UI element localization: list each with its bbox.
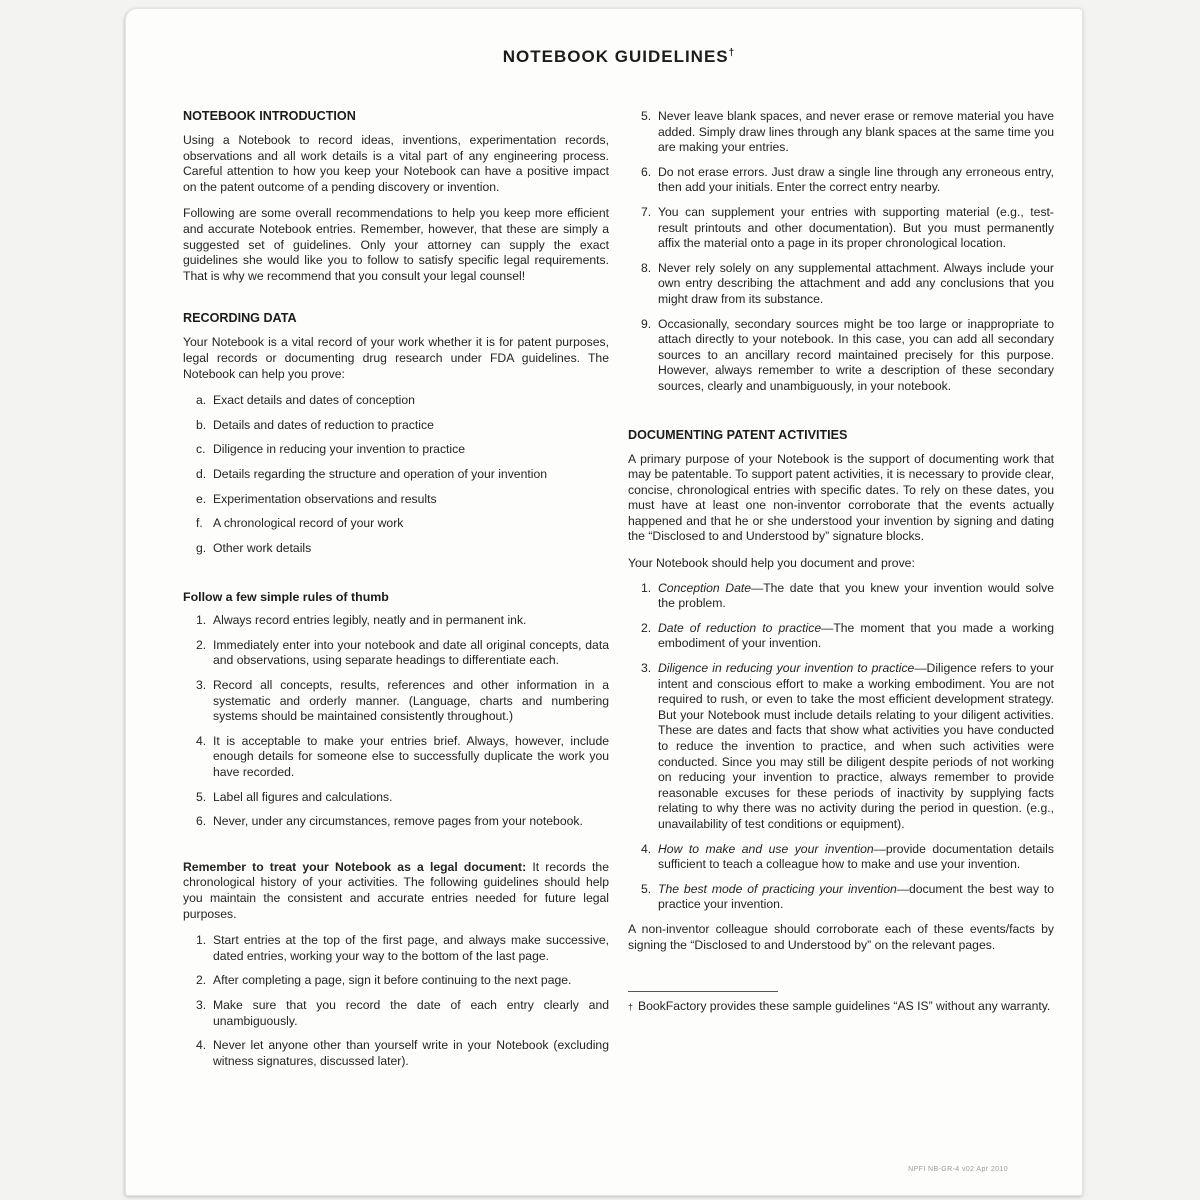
legal-lead-paragraph: [183, 860, 609, 922]
document-part-number: NPFI NB-GR-4 v02 Apr 2010: [908, 1166, 1008, 1173]
list-marker: a.: [196, 393, 207, 408]
list-marker: 4.: [641, 841, 652, 856]
list-item: [183, 933, 609, 964]
legal-lead-bold: Remember to treat your Notebook as a legal document:: [183, 859, 527, 874]
list-text: After completing a page, sign it before continuing to the next page.: [213, 973, 572, 988]
list-marker: 5.: [641, 109, 652, 123]
list-text: Never rely solely on any supplemental attachment. Always include your own entry describing the attachment and add any conclusions that you might draw from its substance.: [658, 260, 1054, 306]
section-rules-of-thumb: [183, 590, 609, 830]
footnote-text: BookFactory provides these sample guidelines “AS IS” without any warranty.: [638, 999, 1051, 1014]
list-item: [183, 442, 609, 458]
list-marker: 6.: [641, 164, 652, 179]
documenting-paragraph-2: Your Notebook should help you document and prove:: [628, 556, 915, 571]
list-item: [183, 613, 609, 629]
document-page: [125, 8, 1083, 1196]
list-marker: 2.: [641, 620, 652, 635]
two-column-layout: [183, 109, 1055, 1096]
item-rest: Diligence refers to your intent and conscious effort to make a working embodiment. You are not required to rush, or even to take the most efficient development strategy. But your Notebook must include details relating to your diligent activities. These are dates and facts that show what activities you have conducted to reduce the invention to practice, and when such activities were conducted. Since you may still be diligent despite periods of not working on reducing your invention to practice, always remember to provide reasonable excuses for these periods of inactivity by supplying facts relating to why there was no activity during the period in question. (e.g., unavailability of test conditions or equipment).: [658, 661, 1054, 831]
section-heading-rules-of-thumb: Follow a few simple rules of thumb: [183, 590, 389, 605]
list-text: [658, 581, 1054, 612]
item-lead-italic: Conception Date—: [658, 580, 764, 595]
item-lead-italic: How to make and use your invention—: [658, 841, 886, 856]
list-marker: 3.: [641, 661, 652, 676]
list-text: Do not erase errors. Just draw a single line through any erroneous entry, then add your initials. Enter the correct entry nearby.: [658, 164, 1054, 195]
list-text: Never, under any circumstances, remove pages from your notebook.: [213, 814, 583, 829]
list-marker: 8.: [641, 260, 652, 275]
list-text: [658, 842, 1054, 873]
list-marker: 4.: [196, 1038, 207, 1053]
list-text: Immediately enter into your notebook and date all original concepts, data and observations, using separate headings to differentiate each.: [213, 637, 609, 668]
list-marker: 1.: [196, 933, 207, 948]
section-documenting-patent-activities: [628, 428, 1054, 954]
list-item: [183, 492, 609, 508]
list-item: [628, 581, 1054, 612]
list-item: [183, 1038, 609, 1069]
list-marker: 2.: [196, 973, 207, 988]
list-marker: 1.: [196, 613, 207, 628]
list-item: [628, 261, 1054, 308]
item-lead-italic: The best mode of practicing your invention—: [658, 881, 909, 896]
list-marker: 7.: [641, 204, 652, 219]
list-text: Record all concepts, results, references and other information in a systematic and orderly manner. (Language, charts and numbering systems should be maintained consistently throughout.): [213, 678, 609, 724]
list-item: [183, 393, 609, 409]
section-notebook-introduction: [183, 109, 609, 284]
list-item: [628, 621, 1054, 652]
documenting-paragraph-1: A primary purpose of your Notebook is the support of documenting work that may be patentable. To support patent activities, it is necessary to provide clear, concise, chronological entries with specific dates. To rely on these dates, you must have at least one non-inventor corroborate that the events actually happened and that he or she understood your invention by signing and dating the “Disclosed to and Understood by” signature blocks.: [628, 451, 1054, 544]
left-column: [183, 109, 609, 1096]
right-column: [628, 109, 1054, 1096]
list-item: [183, 734, 609, 781]
documenting-closing-paragraph: A non-inventor colleague should corroborate each of these events/facts by signing the “Disclosed to and Understood by” on the relevant pages.: [628, 921, 1054, 952]
list-text: Label all figures and calculations.: [213, 789, 393, 804]
list-item: [183, 541, 609, 557]
item-rest: document the best way to practice your invention.: [658, 881, 1054, 912]
list-text: Experimentation observations and results: [213, 491, 437, 506]
list-marker: 4.: [196, 733, 207, 748]
item-rest: The moment that you made a working embodiment of your invention.: [658, 620, 1054, 651]
intro-paragraph-1: Using a Notebook to record ideas, inventions, experimentation records, observations and all work details is a vital part of any engineering process. Careful attention to how you keep your Notebook can have a positive impact on the patent outcome of a pending discovery or invention.: [183, 133, 609, 194]
item-lead-italic: Diligence in reducing your invention to practice—: [658, 661, 927, 676]
list-marker: 1.: [641, 580, 652, 595]
section-heading-recording-data: RECORDING DATA: [183, 311, 297, 326]
section-heading-notebook-introduction: NOTEBOOK INTRODUCTION: [183, 109, 356, 123]
footnote-block: [628, 991, 1054, 1026]
list-text: Always record entries legibly, neatly and in permanent ink.: [213, 613, 527, 628]
list-text: Other work details: [213, 540, 312, 555]
section-legal-document: [183, 860, 609, 1070]
list-item: [183, 998, 609, 1029]
list-marker: f.: [196, 516, 203, 531]
title-dagger-mark: †: [728, 47, 736, 59]
list-item: [183, 516, 609, 532]
list-text: [658, 882, 1054, 913]
list-marker: g.: [196, 540, 207, 555]
list-item: [183, 638, 609, 669]
list-item: [183, 467, 609, 483]
item-lead-italic: Date of reduction to practice—: [658, 620, 834, 635]
list-item: [183, 678, 609, 725]
list-item: [628, 842, 1054, 873]
list-marker: d.: [196, 466, 207, 481]
list-text: Never let anyone other than yourself write in your Notebook (excluding witness signatures, discussed later).: [213, 1038, 609, 1068]
footnote: [628, 999, 1054, 1026]
list-text: Start entries at the top of the first page, and always make successive, dated entries, working your way to the bottom of the last page.: [213, 933, 609, 963]
list-text: Never leave blank spaces, and never erase or remove material you have added. Simply draw lines through any blank spaces at the same time you are making your entries.: [658, 109, 1054, 155]
footnote-dagger-mark: †: [628, 1002, 634, 1013]
list-item: [628, 205, 1054, 252]
list-marker: 6.: [196, 814, 207, 829]
footnote-divider: [628, 991, 778, 992]
list-marker: 3.: [196, 997, 207, 1012]
list-item: [183, 814, 609, 830]
list-marker: 2.: [196, 637, 207, 652]
list-marker: e.: [196, 491, 207, 506]
list-marker: c.: [196, 442, 206, 457]
list-text: [658, 661, 1054, 833]
list-text: A chronological record of your work: [213, 516, 404, 531]
legal-lead-rest: It records the chronological history of your activities. The following guidelines should help you maintain the consistent and accurate entries needed for future legal purposes.: [183, 859, 609, 921]
recording-paragraph: Your Notebook is a vital record of your work whether it is for patent purposes, legal records or documenting drug research under FDA guidelines. The Notebook can help you prove:: [183, 335, 609, 381]
section-recording-data: [183, 311, 609, 556]
list-item: [183, 418, 609, 434]
intro-paragraph-2: Following are some overall recommendations to help you keep more efficient and accurate Notebook entries. Remember, however, that these are simply a suggested set of guidelines. Only your attorney can supply the exact guidelines she would like you to follow to satisfy specific legal requirements. That is why we recommend that you consult your legal counsel!: [183, 206, 609, 283]
list-text: Diligence in reducing your invention to practice: [213, 442, 466, 457]
section-heading-documenting-patent-activities: DOCUMENTING PATENT ACTIVITIES: [628, 427, 848, 442]
list-item: [183, 973, 609, 989]
item-rest: provide documentation details sufficient to teach a colleague how to make and use your invention.: [658, 841, 1054, 872]
list-marker: 5.: [196, 789, 207, 804]
page-title: [183, 47, 1055, 67]
list-item: [628, 661, 1054, 833]
list-text: Exact details and dates of conception: [213, 393, 415, 408]
page-title-text: NOTEBOOK GUIDELINES: [502, 47, 729, 66]
list-text: You can supplement your entries with supporting material (e.g., test-result printouts and other documentation). But you must permanently affix the material onto a page in its proper chronological location.: [658, 204, 1054, 251]
list-text: [658, 621, 1054, 652]
list-item: [183, 790, 609, 806]
list-item: [628, 165, 1054, 196]
list-text: Occasionally, secondary sources might be too large or inappropriate to attach directly to your notebook. In this case, you can add all secondary sources to an ancillary record maintained precisely for this purpose. However, always remember to write a description of these secondary sources, clearly and unambiguously, in your notebook.: [658, 316, 1054, 393]
section-rules-continuation: [628, 109, 1054, 395]
item-rest: The date that you knew your invention would solve the problem.: [658, 580, 1054, 611]
list-text: Details and dates of reduction to practice: [213, 417, 434, 432]
list-text: It is acceptable to make your entries brief. Always, however, include enough details for someone else to successfully duplicate the work you have recorded.: [213, 733, 609, 780]
list-text: Details regarding the structure and operation of your invention: [213, 466, 548, 481]
list-marker: 3.: [196, 678, 207, 693]
list-item: [628, 882, 1054, 913]
list-marker: 5.: [641, 881, 652, 896]
list-item: [628, 317, 1054, 395]
list-text: Make sure that you record the date of each entry clearly and unambiguously.: [213, 997, 609, 1028]
list-item: [628, 109, 1054, 156]
list-marker: b.: [196, 417, 207, 432]
list-marker: 9.: [641, 316, 652, 331]
